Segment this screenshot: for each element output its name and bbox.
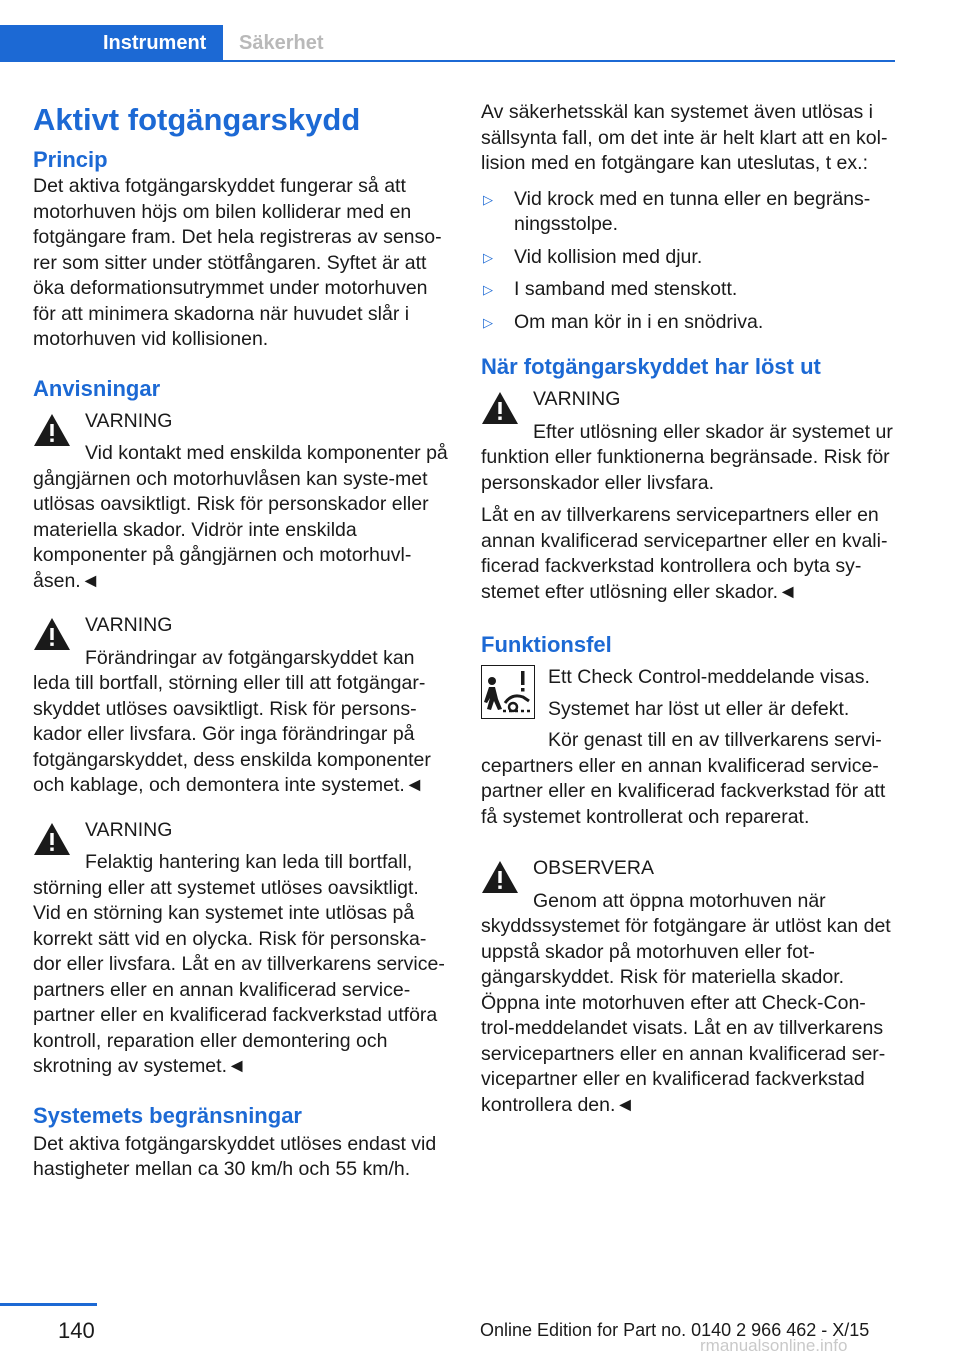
list-item: ▷ Vid kollision med djur. bbox=[481, 245, 896, 271]
warning-text: Efter utlösning eller skador är systemet ur funktion eller funktionerna begränsade. Risk för personskador eller livsfara. bbox=[481, 420, 893, 494]
edition-text: Online Edition for Part no. 0140 2 966 462 - X/15 bbox=[480, 1320, 870, 1340]
triangle-bullet-icon: ▷ bbox=[483, 314, 493, 330]
warning-label: VARNING bbox=[85, 409, 173, 432]
warning-block-1 bbox=[33, 409, 448, 595]
list-item: ▷ Om man kör in i en snödriva. bbox=[481, 310, 896, 336]
warning-label: VARNING bbox=[85, 614, 173, 636]
limits-heading: Systemets begränsningar bbox=[33, 1102, 302, 1128]
examples-list bbox=[481, 187, 896, 336]
note-block bbox=[481, 856, 896, 1118]
page-title: Aktivt fotgängarskydd bbox=[33, 102, 361, 137]
footer-accent-line bbox=[0, 1303, 97, 1306]
page-number: 140 bbox=[58, 1318, 95, 1343]
warning-triangle-icon bbox=[33, 617, 71, 651]
chapter-tabbar bbox=[0, 25, 895, 62]
intro-text: Av säkerhetsskäl kan systemet även utlösas i sällsynta fall, om det inte är helt klart att en kol‐lision med en fotgängare kan uteslutas, t ex.: bbox=[481, 101, 888, 174]
warning-block-3 bbox=[33, 818, 448, 1080]
warning-triangle-icon bbox=[481, 860, 519, 894]
triangle-bullet-icon: ▷ bbox=[483, 282, 493, 297]
instructions-heading: Anvisningar bbox=[33, 375, 161, 401]
warning-block-2 bbox=[33, 613, 448, 799]
left-column bbox=[33, 100, 448, 1183]
malfunction-line-1: Ett Check Control-meddelande visas. bbox=[548, 666, 870, 688]
triggered-heading: När fotgängarskyddet har löst ut bbox=[481, 354, 821, 379]
pedestrian-protection-fault-icon bbox=[481, 665, 535, 719]
warning-triangle-icon bbox=[33, 822, 71, 856]
note-text: Genom att öppna motorhuven när skyddssystemet för fotgängare är utlöst kan det uppstå skador på motorhuven eller fot‐gängarskyddet. Risk för materiella skador. Öppna inte motorhuven efter att Check-Con‐trol-meddelandet visats. Låt en av tillverkarens servicepartners eller en annan kvalificerad ser‐vicepartner eller en kvalificerad fackverkstad kontrollera den.◄ bbox=[481, 889, 891, 1116]
warning-triangle-icon bbox=[481, 391, 519, 425]
malfunction-block bbox=[481, 665, 896, 830]
principle-text: Det aktiva fotgängarskyddet fungerar så att motorhuven höjs om bilen kolliderar med en fotgängare fram. Det hela registreras av senso‐rer som sitter under stötfångaren. Syftet är att öka deformationsutrymmet under motorhuven för att minimera skadorna när huvudet slår i motorhuven vid kollisionen. bbox=[33, 175, 442, 350]
warning-text: Felaktig hantering kan leda till bortfall, störning eller att systemet utlöses oavsiktligt. Vid en störning kan systemet inte utlösas på korrekt sätt vid en olycka. Risk för personska‐dor eller livsfara. Låt en av tillverkarens service‐partners eller en annan kvalificerad service‐partner eller en kvalificerad fackverkstad utföra kontroll, reparation eller demontering och skrotning av systemet.◄ bbox=[33, 851, 445, 1077]
warning-text: Vid kontakt med enskilda komponenter på gångjärnen och motorhuvlåsen kan syste‐met utlösas oavsiktligt. Risk för personskador eller materiella skador. Vidrör inte enskilda komponenter på gångjärnen och motorhuvl‐åsen.◄ bbox=[33, 442, 448, 592]
list-item: ▷ Vid krock med en tunna eller en begräns‐ningsstolpe. bbox=[483, 187, 871, 235]
triangle-bullet-icon: ▷ bbox=[483, 191, 493, 207]
triangle-bullet-icon: ▷ bbox=[483, 249, 493, 265]
triggered-text: Låt en av tillverkarens servicepartners eller en annan kvalificerad servicepartner eller en kvali‐ficerad fackverkstad kontrollera och byta sy‐stemet efter utlösning eller skador.◄ bbox=[481, 504, 888, 603]
malfunction-line-3: Kör genast till en av tillverkarens servi‐cepartners eller en annan kvalificerad service‐partner eller en kvalificerad fackverkstad för att få systemet kontrollerat och reparerat. bbox=[481, 729, 886, 828]
triggered-warning-block bbox=[481, 387, 896, 496]
limits-text: Det aktiva fotgängarskyddet utlöses endast vid hastigheter mellan ca 30 km/h och 55 km/h. bbox=[33, 1132, 437, 1180]
note-label: OBSERVERA bbox=[533, 857, 655, 879]
malfunction-line-2: Systemet har löst ut eller är defekt. bbox=[548, 697, 850, 720]
malfunction-heading: Funktionsfel bbox=[481, 632, 612, 657]
tab-instrument[interactable]: Instrument bbox=[0, 25, 223, 62]
watermark-text: rmanualsonline.info bbox=[700, 1336, 848, 1355]
warning-text: Förändringar av fotgängarskyddet kan leda till bortfall, störning eller till att fotgängar‐skyddet utlöses oavsiktligt. Risk för persons‐kador eller livsfara. Gör inga förändringar på fotgängarskyddet, dess enskilda komponenter och kablage, och demontera inte systemet.◄ bbox=[33, 646, 431, 796]
tab-sakerhet[interactable]: Säkerhet bbox=[239, 32, 324, 54]
warning-label: VARNING bbox=[85, 818, 173, 841]
warning-label: VARNING bbox=[533, 388, 621, 410]
warning-triangle-icon bbox=[33, 413, 71, 447]
principle-heading: Princip bbox=[33, 147, 108, 172]
list-item: ▷ I samband med stenskott. bbox=[481, 277, 896, 303]
right-column bbox=[481, 100, 896, 1118]
